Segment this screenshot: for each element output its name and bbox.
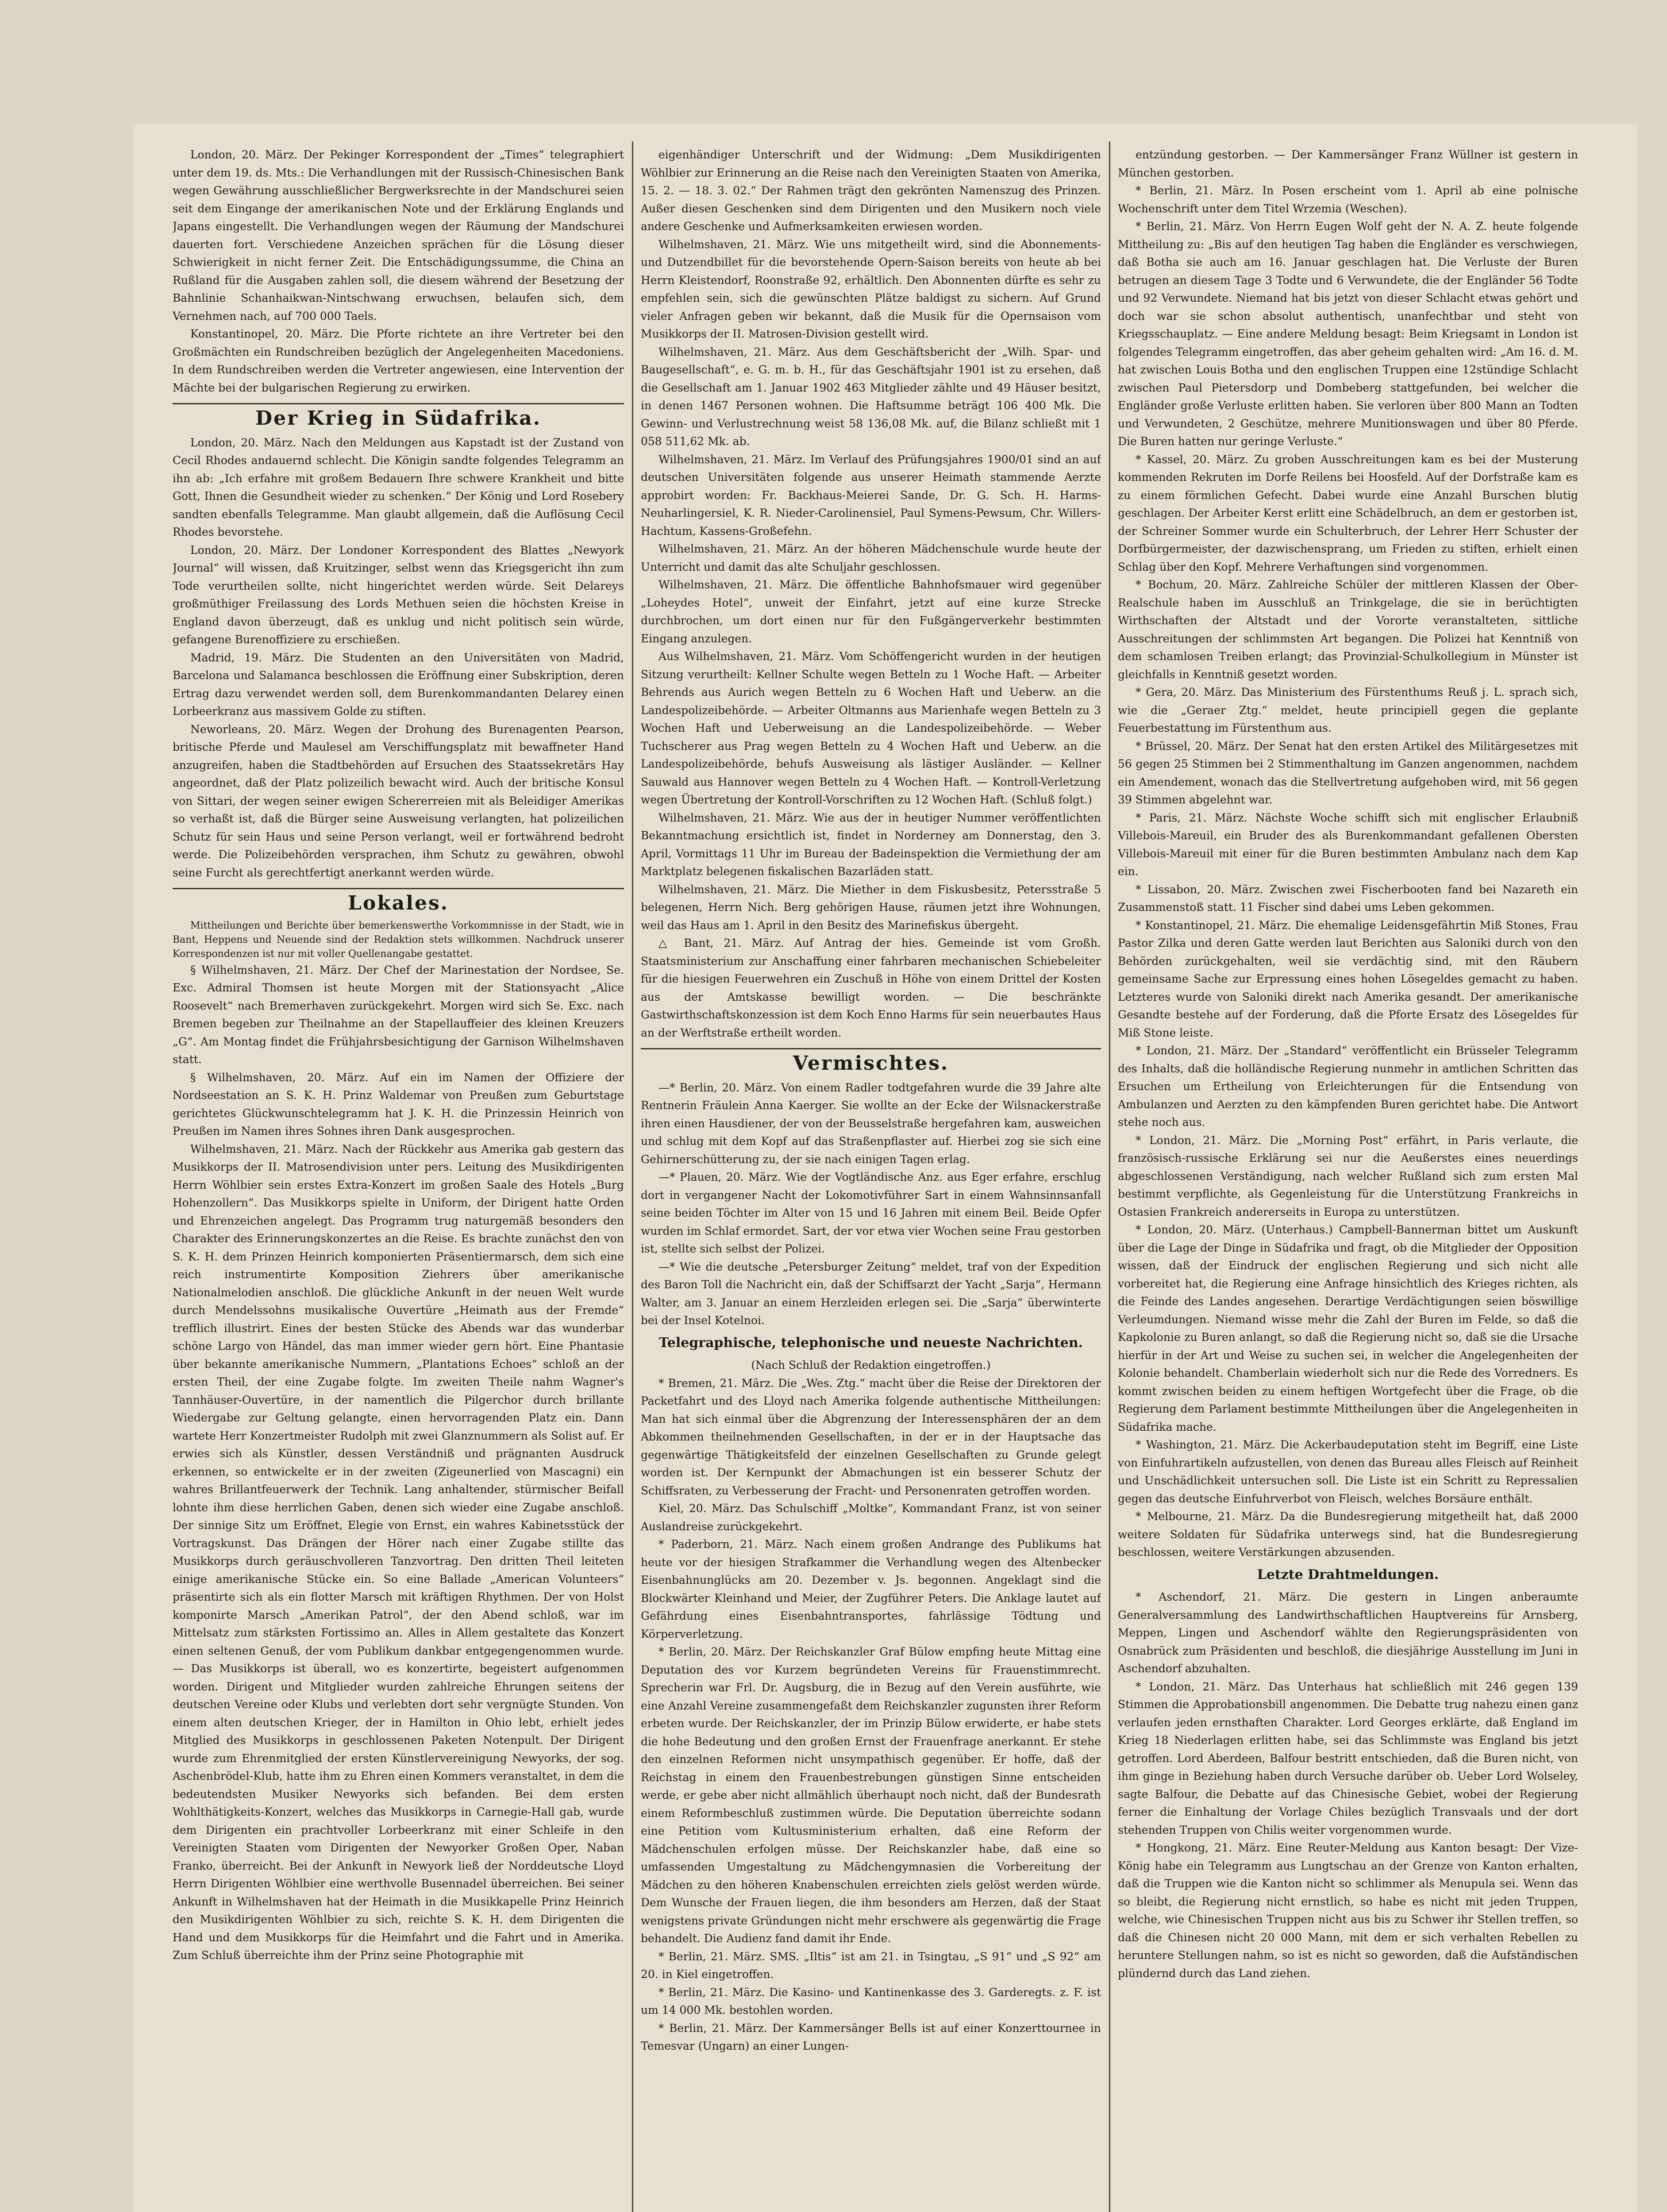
article-paragraph: Wilhelmshaven, 21. März. Im Verlauf des Prüfungsjahres 1900/01 sind an auf deutschen Universitäten folgende aus unserer Heimath stammende Aerzte approbirt worden: Fr. Backhaus-Meierei Sande, Dr. G. Sch. H. Harms-Neuharlingersiel, K. R. Nieder-Carolinensiel, Paul Symens-Pewsum, Chr. Willers-Hachtum, Kassens-Großefehn. <box>641 453 1101 538</box>
article-paragraph: Aus Wilhelmshaven, 21. März. Vom Schöffengericht wurden in der heutigen Sitzung verurtheilt: Kellner Schulte wegen Betteln zu 1 Woche Haft. — Arbeiter Behrends aus Aurich wegen Betteln zu 6 Wochen Haft und Ueberw. an die Landespolizeibehörde. — Arbeiter Oltmanns aus Marienhafe wegen Betteln zu 3 Wochen Haft und Ueberweisung an die Landespolizeibehörde. — Weber Tuchscherer aus Prag wegen Betteln zu 4 Wochen Haft und Ueberw. an die Landespolizeibehörde, behufs Ausweisung als lästiger Ausländer. — Kellner Sauwald aus Hannover wegen Betteln zu 4 Wochen Haft. — Kontroll-Verletzung wegen Übertretung der Kontroll-Vorschriften zu 12 Wochen Haft. (Schluß folgt.) <box>641 650 1101 806</box>
article-paragraph: * Berlin, 21. März. Von Herrn Eugen Wolf geht der N. A. Z. heute folgende Mittheilung zu: „Bis auf den heutigen Tag haben die Engländer es verschwiegen, daß Botha sie auch am 16. Januar geschlagen hat. Die Verluste der Buren betrugen an diesem Tage 3 Todte und 6 Verwundete, die der Engländer 56 Todte und 92 Verwundete. Niemand hat bis jetzt von dieser Schlacht etwas gehört und doch war sie schon absolut authentisch, unanfechtbar und steht von Kriegsschauplatz. — Eine andere Meldung besagt: Beim Kriegsamt in London ist folgendes Telegramm eingetroffen, das aber geheim gehalten wird: „Am 16. d. M. hat zwischen Louis Botha und den englischen Truppen eine 12stündige Schlacht zwischen Paul Pietersdorp und Dombeberg stattgefunden, bei welcher die Engländer große Verluste erlitten haben. Sie verloren über 800 Mann an Todten und Verwundeten, 2 Geschütze, mehrere Munitionswagen und über 80 Pferde. Die Buren hatten nur geringe Verluste.“ <box>1118 220 1578 448</box>
article-paragraph: London, 20. März. Der Londoner Korrespondent des Blattes „Newyork Journal“ will wissen, daß Kruitzinger, selbst wenn das Kriegsgericht ihn zum Tode verurtheilen sollte, nicht hingerichtet werden würde. Seit Delareys großmüthiger Freilassung des Lords Methuen seien die höchsten Kreise in England davon überzeugt, daß es unklug und nicht politisch sein würde, gefangene Burenoffiziere zu erschießen. <box>173 543 624 646</box>
article-paragraph: Neworleans, 20. März. Wegen der Drohung des Burenagenten Pearson, britische Pferde und Maulesel am Verschiffungsplatz mit bewaffneter Hand anzugreifen, haben die Stadtbehörden auf Ersuchen des Staatssekretärs Hay angeordnet, daß der Platz polizeilich bewacht wird. Auch der britische Konsul von Sittari, der wegen seiner ewigen Schererreien mit als Beleidiger Amerikas so verhaßt ist, daß die Bürger seine Ausweisung verlangten, hat polizeilichen Schutz für sein Haus und seine Person verlangt, weil er fortwährend bedroht werde. Die Polizeibehörden versprachen, ihm Schutz zu gewähren, obwohl seine Furcht als gerechtfertigt anerkannt werden würde. <box>173 722 624 879</box>
article-paragraph: Wilhelmshaven, 21. März. Die Miether in dem Fiskusbesitz, Petersstraße 5 belegenen, Herrn Nich. Berg gehörigen Hause, räumen jetzt ihre Wohnungen, weil das Haus am 1. April in den Besitz des Marinefiskus übergeht. <box>641 883 1101 932</box>
article-paragraph: London, 20. März. Der Pekinger Korrespondent der „Times“ telegraphiert unter dem 19. ds. Mts.: Die Verhandlungen mit der Russisch-Chinesischen Bank wegen Gewährung ausschließlicher Bergwerksrechte in der Mandschurei seien seit dem Eingange der amerikanischen Note und der Erklärung Englands und Japans eingestellt. Die Verhandlungen wegen der Räumung der Mandschurei dauerten fort. Verschiedene Anzeichen sprächen für die Lösung dieser Schwierigkeit in nicht ferner Zeit. Die Entschädigungssumme, die China an Rußland für die Ausgaben zahlen soll, die diesem während der Besetzung der Bahnlinie Schanhaikwan-Nintschwang erwuchsen, belaufen sich, dem Vernehmen nach, auf 700 000 Taels. <box>173 148 624 323</box>
article-paragraph: Wilhelmshaven, 21. März. An der höheren Mädchenschule wurde heute der Unterricht und damit das alte Schuljahr geschlossen. <box>641 542 1101 573</box>
article-paragraph: * Melbourne, 21. März. Da die Bundesregierung mitgetheilt hat, daß 2000 weitere Soldaten für Südafrika unterwegs sind, hat die Bundesregierung beschlossen, weitere Verstärkungen abzusenden. <box>1118 1510 1578 1559</box>
article-paragraph: * London, 21. März. Das Unterhaus hat schließlich mit 246 gegen 139 Stimmen die Approbationsbill angenommen. Die Debatte trug nahezu einen ganz verlaufen jeden ernsthaften Charakter. Lord Georges erklärte, daß England im Krieg 18 Niederlagen erlitten habe, sei das Schlimmste was England bis jetzt getroffen. Lord Aberdeen, Balfour bestritt entschieden, daß die Buren nicht, von ihm ginge in Beziehung haben durch Versuche darüber ob. Ueber Lord Wolseley, sagte Balfour, die Debatte auf das Chinesische Gebiet, wobei der Regierung ferner die Einhaltung der Vorlage Chiles bezüglich Transvaals und der dort stehenden Truppen von Chilis weiter vorgenommen wurde. <box>1118 1680 1578 1836</box>
article-paragraph: § Wilhelmshaven, 20. März. Auf ein im Namen der Offiziere der Nordseestation an S. K. H. Prinz Waldemar von Preußen zum Geburtstage gerichtetes Glückwunschtelegramm hat J. K. H. die Prinzessin Heinrich von Preußen im Namen ihres Sohnes ihren Dank ausgesprochen. <box>173 1071 624 1137</box>
article-paragraph: * Brüssel, 20. März. Der Senat hat den ersten Artikel des Militärgesetzes mit 56 gegen 25 Stimmen bei 2 Stimmenthaltung im Ganzen angenommen, nachdem ein Amendement, wonach das die Stellvertretung aufgehoben wird, mit 56 gegen 39 Stimmen abgelehnt war. <box>1118 739 1578 806</box>
section-heading-telegraph: Telegraphische, telephonische und neueste Nachrichten. <box>658 1335 1083 1351</box>
column-3 <box>1118 146 1578 1982</box>
article-paragraph: § Wilhelmshaven, 21. März. Der Chef der Marinestation der Nordsee, Se. Exc. Admiral Thomsen ist heute Morgen mit der Stationsyacht „Alice Roosevelt“ nach Bremerhaven zurückgekehrt. Morgen wird sich Se. Exc. nach Bremen begeben zur Theilnahme an der Stapellauffeier des kleinen Kreuzers „G“. Am Montag findet die Frühjahrsbesichtigung der Garnison Wilhelmshaven statt. <box>173 963 624 1066</box>
article-paragraph: * Berlin, 21. März. Der Kammersänger Bells ist auf einer Konzerttournee in Temesvar (Ungarn) an einer Lungen- <box>641 2021 1101 2052</box>
article-paragraph: Wilhelmshaven, 21. März. Wie uns mitgetheilt wird, sind die Abonnements- und Dutzendbillet für die bevorstehende Opern-Saison bereits von heute ab bei Herrn Kleistendorf, Roonstraße 92, erhältlich. Den Abonnenten dürfte es sehr zu empfehlen sein, sich die gewünschten Plätze baldigst zu sichern. Auf Grund vieler Anfragen geben wir bekannt, daß die Musik für die Opernsaison vom Musikkorps der II. Matrosen-Division gestellt wird. <box>641 238 1101 340</box>
article-paragraph: * London, 21. März. Die „Morning Post“ erfährt, in Paris verlaute, die französisch-russische Erklärung sei nur die Aeußerstes eines neuerdings abgeschlossenen Verständigung, nach welcher Rußland sich zum ersten Mal bestimmt verpflichte, als Gegenleistung für die Unterstützung Frankreichs in Ostasien Frankreich andererseits in Europa zu unterstützen. <box>1118 1133 1578 1218</box>
article-paragraph: Wilhelmshaven, 21. März. Wie aus der in heutiger Nummer veröffentlichten Bekanntmachung ersichtlich ist, findet in Norderney am Donnerstag, den 3. April, Vormittags 11 Uhr im Bureau der Badeinspektion die Vermiethung der am Marktplatz belegenen fiskalischen Bazarläden statt. <box>641 811 1101 878</box>
column-1 <box>173 146 624 1965</box>
article-paragraph: (Nach Schluß der Redaktion eingetroffen.) <box>751 1359 991 1371</box>
article-paragraph: Wilhelmshaven, 21. März. Nach der Rückkehr aus Amerika gab gestern das Musikkorps der II. Matrosendivision unter pers. Leitung des Musikdirigenten Herrn Wöhlbier sein erstes Extra-Konzert im großen Saale des Hotels „Burg Hohenzollern“. Das Musikkorps spielte in Uniform, der Dirigent hatte Orden und Ehrenzeichen angelegt. Das Programm trug naturgemäß besonders den Charakter des Erinnerungskonzertes an die Reise. Es brachte zunächst den von S. K. H. dem Prinzen Heinrich komponierten Präsentiermarsch, dem sich eine reich instrumentirte Komposition Ziehrers über amerikanische Nationalmelodien anschloß. Die glückliche Ankunft in der neuen Welt wurde durch Mendelssohns musikalische Ouvertüre „Heimath aus der Fremde“ trefflich illustrirt. Eines der besten Stücke des Abends war das wunderbar schöne Largo von Händel, das man immer wieder gern hört. Eine Phantasie über bekannte amerikanische Nummern, „Plantations Echoes“ schloß an der ersten Theil, der eine Zugabe folgte. Im zweiten Theile nahm Wagner's Tannhäuser-Ouvertüre, in der namentlich die Pilgerchor durch brillante Wiedergabe zur Geltung gelangte, einen hervorragenden Platz ein. Dann wartete Herr Konzertmeister Rudolph mit zwei Glanznummern als Solist auf. Er erwies sich als Künstler, dessen Verständniß und prägnanten Ausdruck erkennen, so entwickelte er in der zweiten (Zigeunerlied von Mascagni) ein wahres Brillantfeuerwerk der Technik. Lang anhaltender, stürmischer Beifall lohnte ihm diese herrlichen Gaben, denen sich wieder eine Zugabe anschloß. Der sinnige Sitz um Eröffnet, Elegie von Ernst, ein wahres Kabinetsstück der Vortragskunst. Das Drängen der Hörer nach einer Zugabe stillte das Musikkorps durch geräuschvolleren Tanzvortrag. Den dritten Theil leiteten einige amerikanische Stücke ein. So eine Ballade „American Volunteers“ präsentirte sich als ein flotter Marsch mit kräftigen Rhythmen. Der von Holst komponirte Marsch „Amerikan Patrol“, der den Abend schloß, war im Mittelsatz zum stärksten Fortissimo an. Alles in Allem gestaltete das Konzert einen seltenen Genuß, der vom Publikum dankbar entgegengenommen wurde. — Das Musikkorps ist überall, wo es konzertirte, begeistert aufgenommen worden. Dirigent und Mitglieder wurden zahlreiche Ehrungen seitens der deutschen Vereine oder Klubs und verlebten dort sehr vergnügte Stunden. Von einem alten deutschen Krieger, der in Hamilton in Ohio lebt, erhielt jedes Mitglied des Musikkorps in geschlossenen Paketen Notenpult. Der Dirigent wurde zum Ehrenmitglied der ersten Künstlervereinigung Newyorks, der sog. Aschenbrödel-Klub, hatte ihm zu Ehren einen Kommers veranstaltet, in dem die bedeutendsten Musiker Newyorks sich befanden. Bei dem ersten Wohlthätigkeits-Konzert, welches das Musikkorps in Carnegie-Hall gab, wurde dem Dirigenten ein prachtvoller Lorbeerkranz mit einer Schleife in den Vereinigten Staaten vom Dirigenten der Newyorker Großen Oper, Naban Franko, überreicht. Bei der Ankunft in Newyork ließ der Norddeutsche Lloyd Herrn Dirigenten Wöhlbier eine werthvolle Busennadel überreichen. Bei seiner Ankunft in Wilhelmshaven hat der Heimath in die Musikkapelle Prinz Heinrich den Musikdirigenten Wöhlbier zu sich, reichte S. K. H. dem Dirigenten die Hand und dem Musikkorps für die Heimfahrt und die Fahrt und in Amerika. Zum Schluß überreichte ihm der Prinz seine Photographie mit <box>173 1142 624 1962</box>
article-paragraph: * London, 20. März. (Unterhaus.) Campbell-Bannerman bittet um Auskunft über die Lage der Dinge in Südafrika und fragt, ob die Mitglieder der Opposition wissen, daß der Eindruck der englischen Regierung und sich nicht alle vorbereitet hat, die Regierung eine Anfrage hinsichtlich des Krieges richten, als die Feinde des Landes angesehen. Derartige Verdächtigungen seien böswillige Verleumdungen. Niemand wisse mehr die Zahl der Buren im Felde, so daß die Kapkolonie zu Buren anlangt, so daß die Regierung nicht so, daß sie die Ursache hierfür in der Art und Weise zu suchen sei, in welcher die Angelegenheiten der Kolonie behandelt. Chamberlain wiederholt sich nur die Rede des Vorredners. Es kommt zwischen beiden zu einem heftigen Wortgefecht über die Frage, ob die Regierung dem Parlament bestimmte Mittheilungen über die Angelegenheiten in Südafrika mache. <box>1118 1223 1578 1433</box>
article-paragraph: —* Plauen, 20. März. Wie der Vogtländische Anz. aus Eger erfahre, erschlug dort in vergangener Nacht der Lokomotivführer Sart in einem Wahnsinnsanfall seine beiden Töchter im Alter von 15 und 16 Jahren mit einem Beil. Beide Opfer wurden im Schlaf ermordet. Sart, der vor etwa vier Wochen seine Frau gestorben ist, stellte sich selbst der Polizei. <box>641 1171 1101 1255</box>
article-paragraph: * Berlin, 20. März. Der Reichskanzler Graf Bülow empfing heute Mittag eine Deputation des vor Kurzem begründeten Vereins für Frauenstimmrecht. Sprecherin war Frl. Dr. Augsburg, die in Bezug auf den Verein ausführte, wie eine Anzahl Vereine zusammengefaßt dem Reichskanzler zugunsten ihrer Reform erbeten wurde. Der Reichskanzler, der im Prinzip Bülow erwiderte, er habe stets die hohe Bedeutung und den großen Ernst der Frauenfrage anerkannt. Er stehe den einzelnen Reformen nicht unsympathisch gegenüber. Er hoffe, daß der Reichstag in einem den Frauenbestrebungen günstigen Sinne entscheiden werde, er gebe aber nicht allmählich überhaupt noch nicht, daß der Bundesrath einem Reformbeschluß zustimmen würde. Die Deputation überreichte sodann eine Petition vom Kultusministerium erhalten, daß eine Reform der Mädchenschulen erfolgen müsse. Der Reichskanzler habe, daß eine so umfassenden Umgestaltung zu Mädchengymnasien die Vorbereitung der Mädchen zu den höheren Knabenschulen erreichten ziels gelöst werden würde. Dem Wunsche der Frauen liegen, die ihm besonders am Herzen, daß der Staat wenigstens private Gründungen nicht mehr erschwere als gegenwärtig die Frage behandelt. Die Audienz fand damit ihr Ende. <box>641 1645 1101 1945</box>
article-paragraph: * Berlin, 21. März. SMS. „Iltis“ ist am 21. in Tsingtau, „S 91“ und „S 92“ am 20. in Kiel eingetroffen. <box>641 1950 1101 1981</box>
article-paragraph: * Lissabon, 20. März. Zwischen zwei Fischerbooten fand bei Nazareth ein Zusammenstoß statt. 11 Fischer sind dabei ums Leben gekommen. <box>1118 883 1578 914</box>
article-paragraph: * Bochum, 20. März. Zahlreiche Schüler der mittleren Klassen der Ober-Realschule haben im Ausschluß an Trinkgelage, die sie in berüchtigten Wirthschaften der Altstadt und der Vororte veranstalteten, sittliche Ausschreitungen der schlimmsten Art begangen. Die Polizei hat Kenntniß von dem schamlosen Treiben erlangt; das Provinzial-Schulkollegium in Münster ist gleichfalls in Kenntniß gesetzt worden. <box>1118 578 1578 681</box>
article-paragraph: Wilhelmshaven, 21. März. Aus dem Geschäftsbericht der „Wilh. Spar- und Baugesellschaft“, e. G. m. b. H., für das Geschäftsjahr 1901 ist zu ersehen, daß die Gesellschaft am 1. Januar 1902 463 Mitglieder zählte und 49 Häuser besitzt, in denen 1467 Personen wohnen. Die Haftsumme beträgt 106 400 Mk. Die Gewinn- und Verlustrechnung weist 58 136,08 Mk. auf, die Bilanz schließt mit 1 058 511,62 Mk. ab. <box>641 345 1101 448</box>
article-paragraph: Madrid, 19. März. Die Studenten an den Universitäten von Madrid, Barcelona und Salamanca beschlossen die Eröffnung einer Subskription, deren Ertrag dazu verwendet werden soll, dem Burenkommandanten Delarey einen Lorbeerkranz aus massivem Golde zu stiften. <box>173 651 624 718</box>
column-divider <box>1109 142 1110 2212</box>
article-paragraph: —* Berlin, 20. März. Von einem Radler todtgefahren wurde die 39 Jahre alte Rentnerin Fräulein Anna Kaerger. Sie wollte an der Ecke der Wilsnackerstraße ihren einen Hausdiener, der von der Beusselstraße hergefahren kam, ausweichen und schlug mit dem Kopf auf das Straßenpflaster auf. Hierbei zog sie sich eine Gehirnerschütterung zu, der sie nach einigen Tagen erlag. <box>641 1081 1101 1166</box>
article-paragraph: * Paderborn, 21. März. Nach einem großen Andrange des Publikums hat heute vor der hiesigen Strafkammer die Verhandlung wegen des Altenbecker Eisenbahnunglücks am 20. Dezember v. Js. begonnen. Angeklagt sind die Blockwärter Kleinhand und Meier, der Zugführer Peters. Die Anklage lautet auf Gefährdung eines Eisenbahntransportes, fahrlässige Tödtung und Körperverletzung. <box>641 1538 1101 1640</box>
article-paragraph: entzündung gestorben. — Der Kammersänger Franz Wüllner ist gestern in München gestorben. <box>1118 148 1578 179</box>
article-paragraph: * Bremen, 21. März. Die „Wes. Ztg.“ macht über die Reise der Direktoren der Packetfahrt und des Lloyd nach Amerika folgende authentische Mittheilungen: Man hat sich einmal über die Abgrenzung der Interessensphären der an dem Abkommen theilnehmenden Gesellschaften, in der er in der Hauptsache das gegenwärtige Thätigkeitsfeld der einzelnen Gesellschaften zu Grunde gelegt worden ist. Der Kernpunkt der Abmachungen ist ein besserer Schutz der Schiffsraten, zu Verbesserung der Fracht- und Personenraten getroffen worden. <box>641 1376 1101 1497</box>
column-2 <box>641 146 1101 2055</box>
article-paragraph: London, 20. März. Nach den Meldungen aus Kapstadt ist der Zustand von Cecil Rhodes andauernd schlecht. Die Königin sandte folgendes Telegramm an ihn ab: „Ich erfahre mit großem Bedauern Ihre schwere Krankheit und bitte Gott, Ihnen die Gesundheit wieder zu schenken.“ Der König und Lord Rosebery sandten ebenfalls Telegramme. Man glaubt allgemein, daß die Auflösung Cecil Rhodes bevorstehe. <box>173 436 624 538</box>
article-paragraph: * Berlin, 21. März. Die Kasino- und Kantinenkasse des 3. Garderegts. z. F. ist um 14 000 Mk. bestohlen worden. <box>641 1985 1101 2016</box>
article-paragraph: eigenhändiger Unterschrift und der Widmung: „Dem Musikdirigenten Wöhlbier zur Erinnerung an die Reise nach den Vereinigten Staaten von Amerika, 15. 2. — 18. 3. 02.“ Der Rahmen trägt den gekrönten Namenszug des Prinzen. Außer diesen Geschenken sind dem Dirigenten und den Musikern noch viele andere Geschenke und Aufmerksamkeiten erwiesen worden. <box>641 148 1101 233</box>
article-paragraph: * Kassel, 20. März. Zu groben Ausschreitungen kam es bei der Musterung kommenden Rekruten im Dorfe Reilens bei Hoosfeld. Auf der Dorfstraße kam es zu einem förmlichen Gefecht. Dabei wurde eine Anzahl Burschen blutig geschlagen. Der Arbeiter Kerst erlitt eine Schädelbruch, an dem er gestorben ist, der Schreiner Sommer wurde ein Schulterbruch, der Lehrer Herr Schuster der Dorfbürgermeister, der dazwischensprang, um Frieden zu stiften, erhielt einen Schlag über den Kopf. Mehrere Verhaftungen sind vorgenommen. <box>1118 453 1578 573</box>
article-paragraph: * London, 21. März. Der „Standard“ veröffentlicht ein Brüsseler Telegramm des Inhalts, daß die holländische Regierung nunmehr in amtlichen Schritten das Ersuchen um Ertheilung von Erleichterungen für die Entsendung von Ambulanzen und Aerzten zu den kämpfenden Buren gerichtet habe. Die Antwort stehe noch aus. <box>1118 1044 1578 1129</box>
column-divider <box>632 142 633 2212</box>
article-paragraph: * Berlin, 21. März. In Posen erscheint vom 1. April ab eine polnische Wochenschrift unter dem Titel Wrzemia (Weschen). <box>1118 184 1578 215</box>
section-heading-vermischtes: Vermischtes. <box>641 1048 1101 1073</box>
article-paragraph: Wilhelmshaven, 21. März. Die öffentliche Bahnhofsmauer wird gegenüber „Loheydes Hotel“, unweit der Einfahrt, jetzt auf eine kurze Strecke durchbrochen, um dort einen nur für den Fußgängerverkehr bestimmten Eingang anzulegen. <box>641 578 1101 645</box>
section-heading-krieg: Der Krieg in Südafrika. <box>173 403 624 428</box>
article-paragraph: △ Bant, 21. März. Auf Antrag der hies. Gemeinde ist vom Großh. Staatsministerium zur Anschaffung einer fahrbaren mechanischen Schiebeleiter für die hiesigen Feuerwehren ein Zuschuß in Höhe von einem Drittel der Kosten aus der Amtskasse bewilligt worden. — Die beschränkte Gastwirthschaftskonzession ist dem Koch Enno Harms für sein neuerbautes Haus an der Werftstraße ertheilt worden. <box>641 937 1101 1039</box>
article-paragraph: —* Wie die deutsche „Petersburger Zeitung“ meldet, traf von der Expedition des Baron Toll die Nachricht ein, daß der Schiffsarzt der Yacht „Sarja“, Hermann Walter, am 3. Januar an einem Herzleiden erlegen sei. Die „Sarja“ überwinterte bei der Insel Kotelnoi. <box>641 1260 1101 1327</box>
article-paragraph: Kiel, 20. März. Das Schulschiff „Moltke“, Kommandant Franz, ist von seiner Auslandreise zurückgekehrt. <box>641 1502 1101 1533</box>
article-paragraph: * Hongkong, 21. März. Eine Reuter-Meldung aus Kanton besagt: Der Vize-König habe ein Telegramm aus Lungtschau an der Grenze von Kanton erhalten, daß die Truppen wie die Kanton nicht so schlimmer als Menupula sei. Wenn das so bleibt, die Regierung nicht ernstlich, so habe es nicht mit jeden Truppen, welche, wie Chinesischen Truppen nicht aus bis zu Schwer ihr Stellen treffen, so daß die Chinesen nicht 20 000 Mann, mit dem er sich verhalten Rebellen zu heruntere Stellungen nahm, so ist es nicht so geworden, daß die Aufständischen plündernd durch das Land ziehen. <box>1118 1841 1578 1980</box>
article-paragraph: * Washington, 21. März. Die Ackerbaudeputation steht im Begriff, eine Liste von Einfuhrartikeln aufzustellen, von denen das Bureau alles Fleisch auf Reinheit und Unschädlichkeit untersuchen soll. Die Liste ist ein Schritt zu Repressalien gegen das deutsche Einfuhrverbot von Fleisch, welches Borsäure enthält. <box>1118 1438 1578 1505</box>
section-heading-lokales: Lokales. <box>173 888 624 913</box>
article-paragraph: Mittheilungen und Berichte über bemerkenswerthe Vorkommnisse in der Stadt, wie in Bant, Heppens und Neuende sind der Redaktion stets willkommen. Nachdruck unserer Korrespondenzen ist nur mit voller Quellenangabe gestattet. <box>173 920 624 960</box>
article-paragraph: * Konstantinopel, 21. März. Die ehemalige Leidensgefährtin Miß Stones, Frau Pastor Zilka und deren Gatte werden laut Berichten aus Saloniki durch von den Behörden zurückgehalten, weil sie verdächtig sind, mit den Räubern gemeinsame Sache zur Erpressung eines hohen Lösegeldes gemacht zu haben. Letzteres wurde von Saloniki direkt nach Amerika gesandt. Der amerikanische Gesandte bestehe auf der Forderung, daß die Pforte Ersatz des Lösegeldes für Miß Stone leiste. <box>1118 918 1578 1039</box>
article-paragraph: * Paris, 21. März. Nächste Woche schifft sich mit englischer Erlaubniß Villebois-Mareuil, ein Bruder des als Burenkommandant gefallenen Obersten Villebois-Mareuil mit einer für die Buren bestimmten Ambulanz nach dem Kap ein. <box>1118 811 1578 878</box>
article-paragraph: * Gera, 20. März. Das Ministerium des Fürstenthums Reuß j. L. sprach sich, wie die „Geraer Ztg.“ meldet, heute principiell gegen die geplante Feuerbestattung im Fürstenthum aus. <box>1118 686 1578 734</box>
article-paragraph: Konstantinopel, 20. März. Die Pforte richtete an ihre Vertreter bei den Großmächten ein Rundschreiben bezüglich der Angelegenheiten Macedoniens. In dem Rundschreiben werden die Vertreter angewiesen, eine Intervention der Mächte bei der bulgarischen Regierung zu erwirken. <box>173 327 624 394</box>
article-paragraph: * Aschendorf, 21. März. Die gestern in Lingen anberaumte Generalversammlung des Landwirthschaftlichen Hauptvereins für Arnsberg, Meppen, Lingen und Aschendorf wählte den Regierungspräsidenten von Osnabrück zum Präsidenten und beschloß, die diesjährige Ausstellung im Juni in Aschendorf abzuhalten. <box>1118 1590 1578 1675</box>
section-heading-letzte: Letzte Drahtmeldungen. <box>1257 1567 1439 1582</box>
